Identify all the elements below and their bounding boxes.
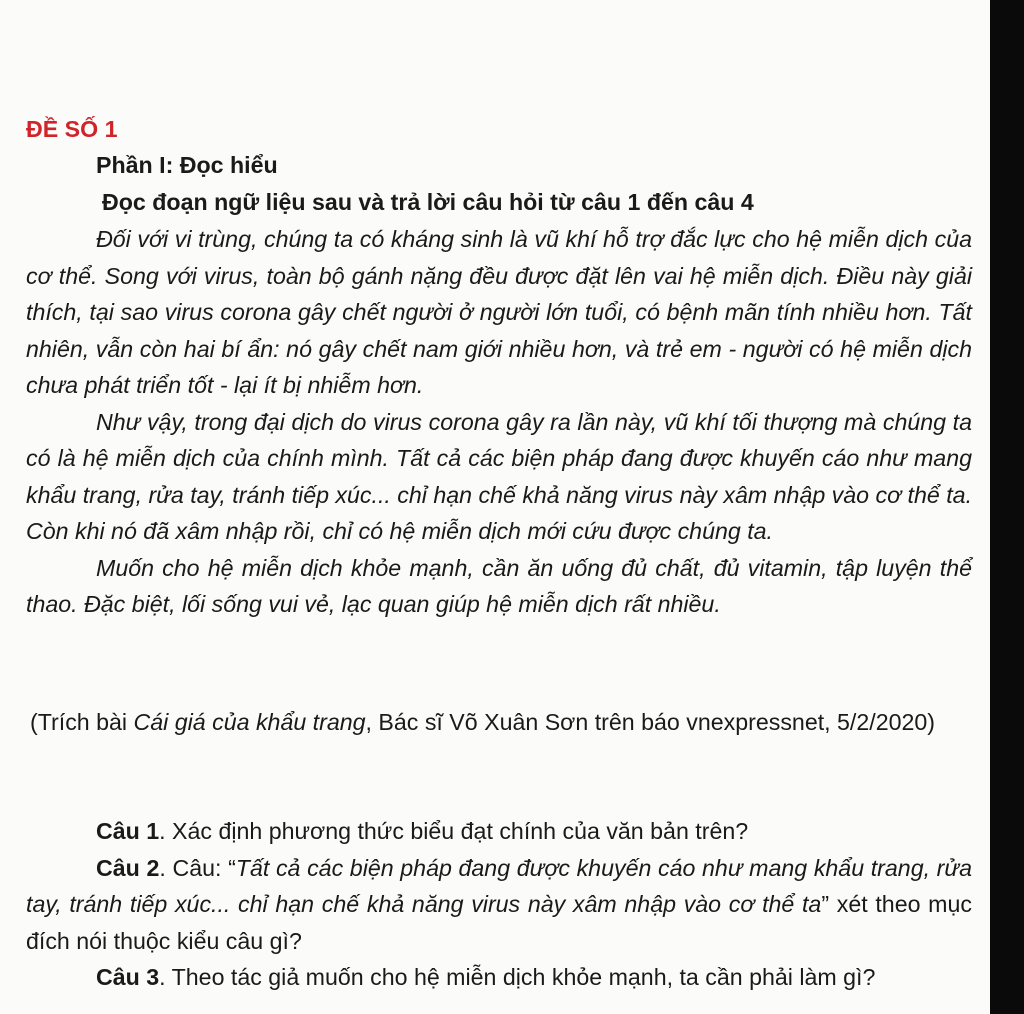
passage-paragraph-1: Đối với vi trùng, chúng ta có kháng sinh là vũ khí hỗ trợ đắc lực cho hệ miễn dịch của cơ thể. Song với virus, toàn bộ gánh nặng đều được đặt lên vai hệ miễn dịch. Điều này giải thích, tại sao virus corona gây chết người ở người lớn tuổi, có bệnh mãn tính nhiều hơn. Tất nhiên, vẫn còn hai bí ẩn: nó gây chết nam giới nhiều hơn, và trẻ em - người có hệ miễn dịch chưa phát triển tốt - lại ít bị nhiễm hơn. <box>26 226 972 398</box>
question-2-label: Câu 2 <box>96 854 160 881</box>
question-list <box>26 813 972 996</box>
question-1 <box>26 813 972 850</box>
part-heading: Phần I: Đọc hiểu <box>96 152 278 178</box>
reading-passage <box>26 221 972 623</box>
passage-paragraph-3: Muốn cho hệ miễn dịch khỏe mạnh, cần ăn uống đủ chất, đủ vitamin, tập luyện thể thao. Đặc biệt, lối sống vui vẻ, lạc quan giúp hệ miễn dịch rất nhiều. <box>26 554 972 617</box>
source-citation <box>30 704 974 741</box>
question-2 <box>26 850 972 960</box>
instruction-line: Đọc đoạn ngữ liệu sau và trả lời câu hỏi từ câu 1 đến câu 4 <box>102 189 754 215</box>
question-3-text: . Theo tác giả muốn cho hệ miễn dịch khỏe mạnh, ta cần phải làm gì? <box>159 964 876 990</box>
dark-right-edge <box>990 0 1024 1014</box>
citation-suffix: , Bác sĩ Võ Xuân Sơn trên báo vnexpressnet, 5/2/2020) <box>365 709 936 735</box>
question-2-text-after: ” xét theo mục đích nói thuộc kiểu câu gì? <box>26 891 972 954</box>
passage-paragraph-2: Như vậy, trong đại dịch do virus corona gây ra lần này, vũ khí tối thượng mà chúng ta có là hệ miễn dịch của chính mình. Tất cả các biện pháp đang được khuyến cáo như mang khẩu trang, rửa tay, tránh tiếp xúc... chỉ hạn chế khả năng virus này xâm nhập vào cơ thể ta. Còn khi nó đã xâm nhập rồi, chỉ có hệ miễn dịch mới cứu được chúng ta. <box>26 408 973 544</box>
question-1-label: Câu 1 <box>96 818 160 844</box>
citation-work-title: Cái giá của khẩu trang <box>133 709 366 735</box>
exam-title: ĐỀ SỐ 1 <box>26 116 118 142</box>
citation-prefix: (Trích bài <box>30 709 134 735</box>
question-1-text: . Xác định phương thức biểu đạt chính của văn bản trên? <box>159 818 749 844</box>
question-2-quote: Tất cả các biện pháp đang được khuyến cáo như mang khẩu trang, rửa tay, tránh tiếp xúc... chỉ hạn chế khả năng virus này xâm nhập vào cơ thể ta <box>26 854 972 917</box>
question-3 <box>26 959 972 996</box>
question-2-text-before: . Câu: “ <box>159 854 236 881</box>
citation-line <box>30 704 974 741</box>
question-3-label: Câu 3 <box>96 964 160 990</box>
